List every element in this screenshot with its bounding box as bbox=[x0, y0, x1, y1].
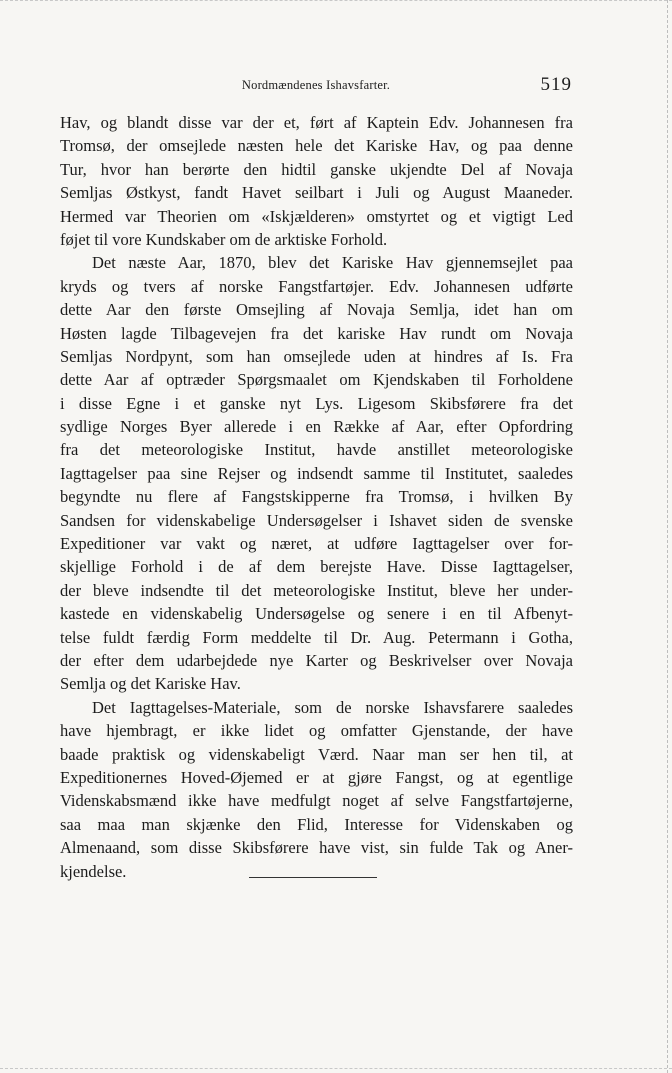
text-line: Iagttagelser paa sine Rejser og indsendt samme til Institutet, saaledes bbox=[60, 463, 573, 483]
text-line: have hjembragt, er ikke lidet og omfatter Gjenstande, der have bbox=[60, 721, 573, 741]
text-line: baade praktisk og videnskabeligt Værd. Naar man ser hen til, at bbox=[60, 744, 573, 764]
text-line: Almenaand, som disse Skibsførere have vist, sin fulde Tak og Aner- bbox=[60, 838, 573, 858]
text-line: telse fuldt færdig Form meddelte til Dr. Aug. Petermann i Gotha, bbox=[60, 627, 573, 647]
text-line: sydlige Norges Byer allerede i en Række af Aar, efter Opfordring bbox=[60, 417, 573, 437]
text-line: begyndte nu flere af Fangstskipperne fra Tromsø, i hvilken By bbox=[60, 487, 573, 507]
page-number: 519 bbox=[540, 74, 572, 95]
text-line: dette Aar den første Omsejling af Novaja Semlja, idet han om bbox=[60, 300, 573, 320]
text-line: Semlja og det Kariske Hav. bbox=[60, 674, 241, 694]
text-line: Semljas Østkyst, fandt Havet seilbart i Juli og August Maaneder. bbox=[60, 183, 573, 203]
text-line: kjendelse. bbox=[60, 861, 127, 881]
text-line: i disse Egne i et ganske nyt Lys. Ligesom Skibsførere fra det bbox=[60, 393, 573, 413]
body-text bbox=[60, 111, 573, 883]
text-line: der bleve indsendte til det meteorologiske Institut, bleve her under- bbox=[60, 580, 573, 600]
text-line: Det næste Aar, 1870, blev det Kariske Hav gjennemsejlet paa bbox=[92, 253, 573, 273]
end-rule bbox=[249, 877, 377, 878]
text-line: Expeditioner var vakt og næret, at udføre Iagttagelser over for- bbox=[60, 534, 573, 554]
text-line: kastede en videnskabelig Undersøgelse og senere i en til Afbenyt- bbox=[60, 604, 573, 624]
text-line: Det Iagttagelses-Materiale, som de norske Ishavsfarere saaledes bbox=[92, 697, 573, 717]
text-line: Videnskabsmænd ikke have medfulgt noget af selve Fangstfartøjerne, bbox=[60, 791, 573, 811]
text-line: fra det meteorologiske Institut, havde anstillet meteorologiske bbox=[60, 440, 573, 460]
text-line: Hermed var Theorien om «Iskjælderen» omstyrtet og et vigtigt Led bbox=[60, 206, 573, 226]
text-line: Hav, og blandt disse var der et, ført af Kaptein Edv. Johannesen fra bbox=[60, 113, 573, 132]
text-line: Sandsen for videnskabelige Undersøgelser i Ishavet siden de svenske bbox=[60, 510, 573, 530]
text-line: der efter dem udarbejdede nye Karter og Beskrivelser over Novaja bbox=[60, 650, 573, 670]
text-line: Semljas Nordpynt, som han omsejlede uden at hindres af Is. Fra bbox=[60, 346, 573, 366]
text-line: Høsten lagde Tilbagevejen fra det kariske Hav rundt om Novaja bbox=[60, 323, 573, 343]
scan-edge-right bbox=[667, 0, 668, 1073]
page-header bbox=[60, 72, 572, 102]
scan-edge-bottom bbox=[0, 1068, 672, 1069]
text-line: kryds og tvers af norske Fangstfartøjer. Edv. Johannesen udførte bbox=[60, 276, 573, 296]
text-line: Expeditionernes Hoved-Øjemed er at gjøre Fangst, og at egentlige bbox=[60, 767, 573, 787]
text-line: saa maa man skjænke den Flid, Interesse for Videnskaben og bbox=[60, 814, 573, 834]
text-line: Tromsø, der omsejlede næsten hele det Kariske Hav, og paa denne bbox=[60, 136, 573, 156]
scan-edge-top bbox=[0, 0, 672, 1]
text-line: dette Aar af optræder Spørgsmaalet om Kjendskaben til Forholdene bbox=[60, 370, 573, 390]
running-title: Nordmændenes Ishavsfarter. bbox=[241, 78, 391, 92]
text-line: skjellige Forhold i de af dem berejste Have. Disse Iagttagelser, bbox=[60, 557, 573, 577]
text-line: Tur, hvor han berørte den hidtil ganske ukjendte Del af Novaja bbox=[60, 159, 573, 179]
text-line: føjet til vore Kundskaber om de arktiske Forhold. bbox=[60, 229, 388, 249]
